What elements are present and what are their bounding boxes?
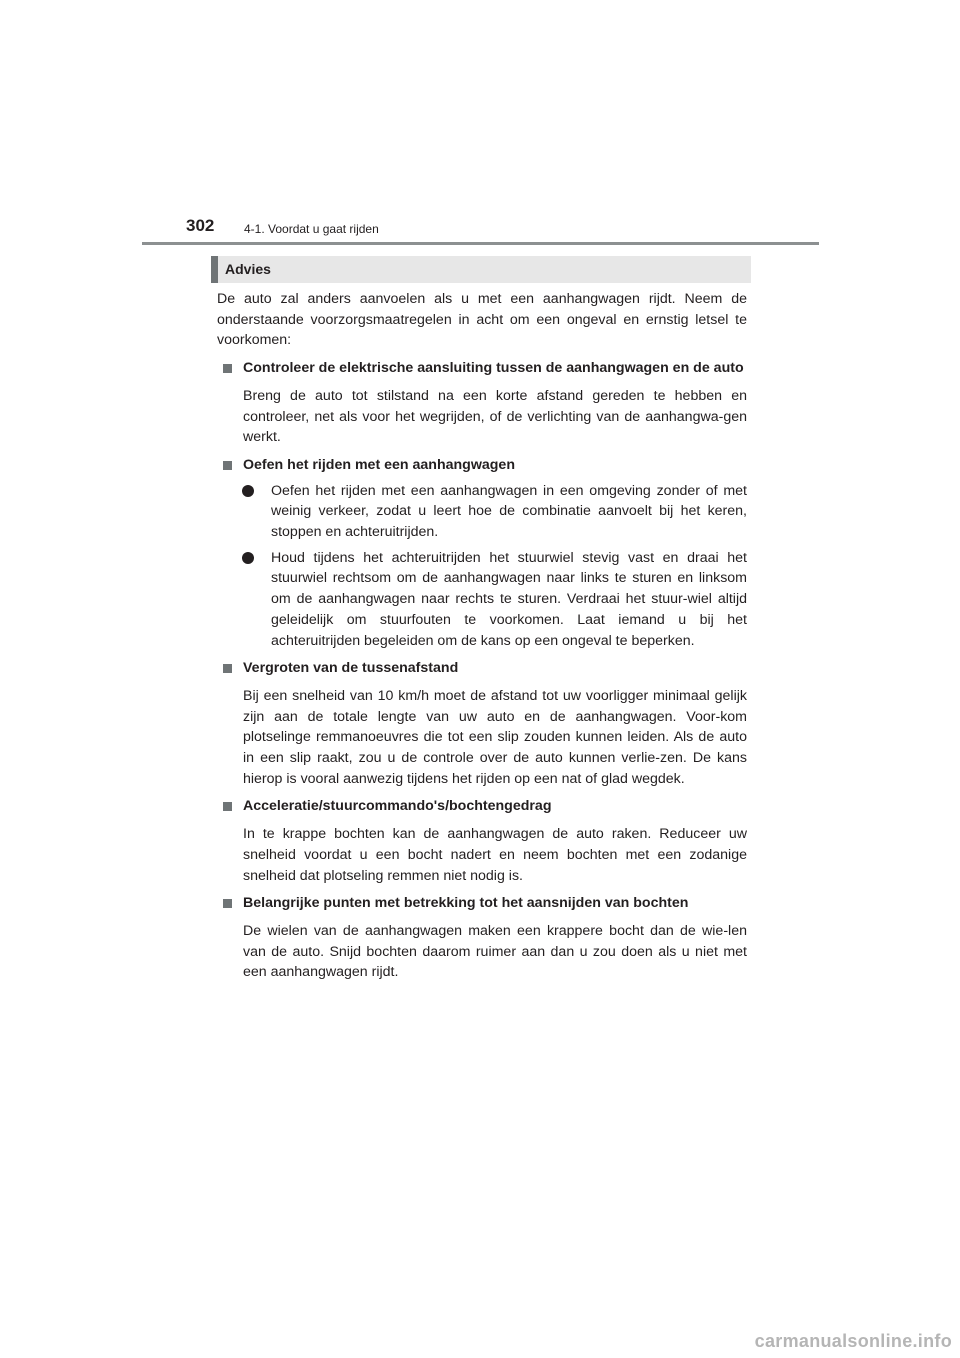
item-text: De wielen van de aanhangwagen maken een krappere bocht dan de wie-len van de auto. Snijd bochten daarom ruimer aan dan u zou doen als u niet met een aanhangwagen rijdt.	[243, 922, 747, 981]
circle-bullet-icon	[242, 485, 254, 497]
item-heading-text: Controleer de elektrische aansluiting tussen de aanhangwagen en de auto	[243, 360, 744, 377]
item-heading-text: Belangrijke punten met betrekking tot het aansnijden van bochten	[243, 895, 689, 912]
section-title: 4-1. Voordat u gaat rijden	[244, 222, 379, 236]
square-bullet-icon	[223, 364, 232, 373]
caution-header: Advies	[211, 256, 751, 283]
item-text: Breng de auto tot stilstand na een korte afstand gereden te hebben en controleer, net als voor het wegrijden, of de verlichting van de aanhangwa-gen werkt.	[243, 387, 747, 446]
item-heading-text: Vergroten van de tussenafstand	[243, 660, 459, 677]
square-bullet-icon	[223, 664, 232, 673]
item-heading	[243, 658, 747, 679]
circle-bullet-icon	[242, 552, 254, 564]
item-heading-text: Oefen het rijden met een aanhangwagen	[243, 456, 515, 473]
square-bullet-icon	[223, 802, 232, 811]
item-heading	[243, 455, 747, 476]
list-item-text: Oefen het rijden met een aanhangwagen in een omgeving zonder of met weinig verkeer, zodat u leert hoe de combinatie aanvoelt bij het keren, stoppen en achteruitrijden.	[271, 482, 747, 541]
caution-body	[211, 289, 751, 983]
item-heading-text: Acceleratie/stuurcommando's/bochtengedrag	[243, 798, 552, 815]
item-text: In te krappe bochten kan de aanhangwagen de auto raken. Reduceer uw snelheid voordat u een bocht nadert en neem bochten met een zodanige snelheid dat plotseling remmen niet nodig is.	[243, 826, 747, 884]
list-item	[271, 548, 747, 652]
page-number: 302	[186, 216, 215, 235]
item-heading	[243, 796, 747, 817]
item-heading	[243, 893, 747, 914]
caution-intro: De auto zal anders aanvoelen als u met een aanhangwagen rijdt. Neem de onderstaande voorzorgsmaatregelen in acht om een ongeval en ernstig letsel te voorkomen:	[217, 291, 747, 349]
square-bullet-icon	[223, 461, 232, 470]
watermark: carmanualsonline.info	[754, 1331, 952, 1351]
square-bullet-icon	[223, 899, 232, 908]
item-heading	[243, 358, 747, 379]
list-item-text: Houd tijdens het achteruitrijden het stuurwiel stevig vast en draai het stuurwiel rechtsom om de aanhangwagen naar links te sturen en linksom om de aanhangwagen naar rechts te sturen. Verdraai het stuur-wiel altijd geleidelijk om stuurfouten te voorkomen. Laat iemand u bij het achteruitrijden begeleiden om de kans op een ongeval te beperken.	[271, 549, 747, 649]
list-item	[271, 481, 747, 543]
item-text: Bij een snelheid van 10 km/h moet de afstand tot uw voorligger minimaal gelijk zijn aan de totale lengte van uw auto en de aanhangwagen. Voor-kom plotselinge remmanoeuvres die tot een slip zouden kunnen leiden. Als de auto in een slip raakt, zou u de controle over de auto kunnen verlie-zen. De kans hierop is vooral aanwezig tijdens het rijden op een nat of glad wegdek.	[243, 687, 747, 787]
caution-box	[211, 256, 751, 983]
header-rule	[142, 242, 819, 245]
